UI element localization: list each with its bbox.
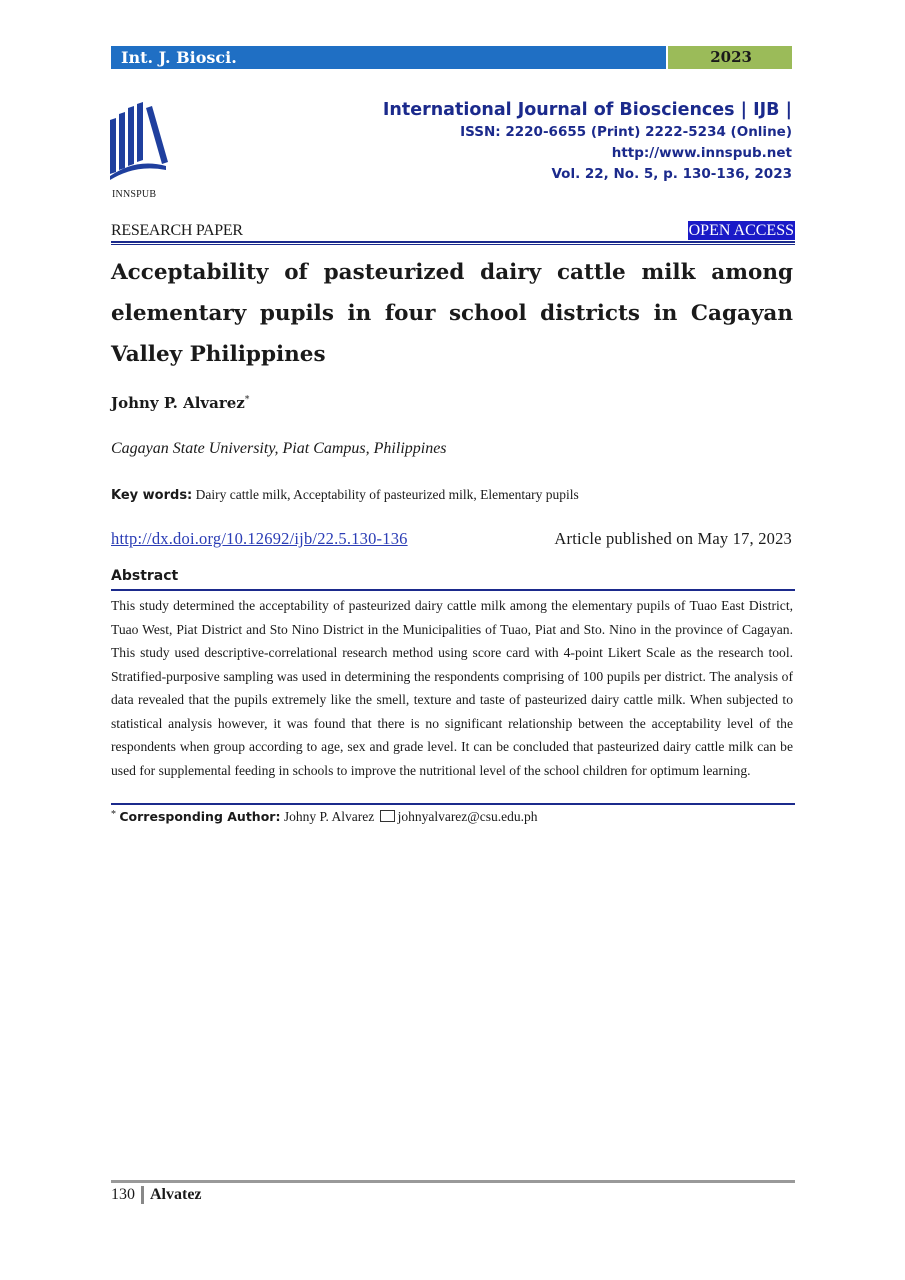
journal-title: International Journal of Biosciences | IJB | — [382, 100, 792, 120]
footer-rule — [111, 1180, 795, 1183]
article-title: Acceptability of pasteurized dairy cattle milk among elementary pupils in four school districts in Cagayan Valley Philippines — [111, 260, 793, 367]
journal-header-bar — [111, 46, 792, 69]
corresponding-name: Johny P. Alvarez — [283, 809, 375, 824]
corresponding-email[interactable]: johnyalvarez@csu.edu.ph — [397, 809, 538, 824]
journal-url[interactable]: http://www.innspub.net — [611, 145, 792, 161]
doi-link[interactable]: http://dx.doi.org/10.12692/ijb/22.5.130-136 — [111, 529, 408, 548]
journal-short-name: Int. J. Biosci. — [111, 46, 666, 69]
keywords-list: Dairy cattle milk, Acceptability of pasteurized milk, Elementary pupils — [195, 487, 579, 502]
abstract-text: This study determined the acceptability of pasteurized dairy cattle milk among the elementary pupils of Tuao East District, Tuao West, Piat District and Sto Nino District in the Municipalities of Tuao, Piat and Sto. Nino in the province of Cagayan. This study used descriptive-correlational research method using score card with 4-point Likert Scale as the research tool. Stratified-purposive sampling was used in determining the respondents comprising of 100 pupils per district. The analysis of data revealed that the pupils extremely like the smell, texture and taste of pasteurized dairy cattle milk. When subjected to statistical analysis however, it was found that there is no significant relationship between the acceptability level of the respondents when group according to age, sex and grade level. It can be concluded that pasteurized dairy cattle milk can be used for supplemental feeding in schools to improve the nutritional level of the school children for optimum learning. — [111, 598, 793, 778]
journal-volume: Vol. 22, No. 5, p. 130-136, 2023 — [551, 166, 792, 182]
author-mark: * — [244, 395, 250, 405]
corresponding-star: * — [111, 809, 116, 820]
open-access-badge: OPEN ACCESS — [688, 222, 794, 239]
header-divider — [111, 241, 795, 245]
journal-year: 2023 — [668, 46, 792, 69]
abstract-heading: Abstract — [111, 568, 179, 584]
page-footer — [111, 1186, 202, 1204]
keywords — [111, 487, 579, 503]
page-number: 130 — [111, 1186, 135, 1203]
article-type: RESEARCH PAPER — [111, 222, 243, 239]
author-affiliation: Cagayan State University, Piat Campus, Philippines — [111, 440, 447, 457]
footer-author: Alvatez — [150, 1186, 202, 1203]
corresponding-author — [111, 809, 537, 825]
journal-issn: ISSN: 2220-6655 (Print) 2222-5234 (Online) — [460, 124, 792, 140]
journal-info — [383, 98, 792, 185]
innspub-logo-icon — [106, 100, 176, 200]
abstract-top-rule — [111, 589, 795, 591]
author-name: Johny P. Alvarez — [111, 394, 245, 412]
article-type-bar — [111, 221, 795, 243]
keywords-label: Key words: — [111, 488, 193, 503]
footer-separator — [141, 1186, 144, 1204]
author-line — [111, 394, 249, 412]
abstract-bottom-rule — [111, 803, 795, 805]
corresponding-label: Corresponding Author: — [119, 809, 281, 824]
mail-icon — [380, 810, 395, 822]
published-date: Article published on May 17, 2023 — [554, 529, 792, 548]
logo-text: INNSPUB — [112, 189, 157, 200]
